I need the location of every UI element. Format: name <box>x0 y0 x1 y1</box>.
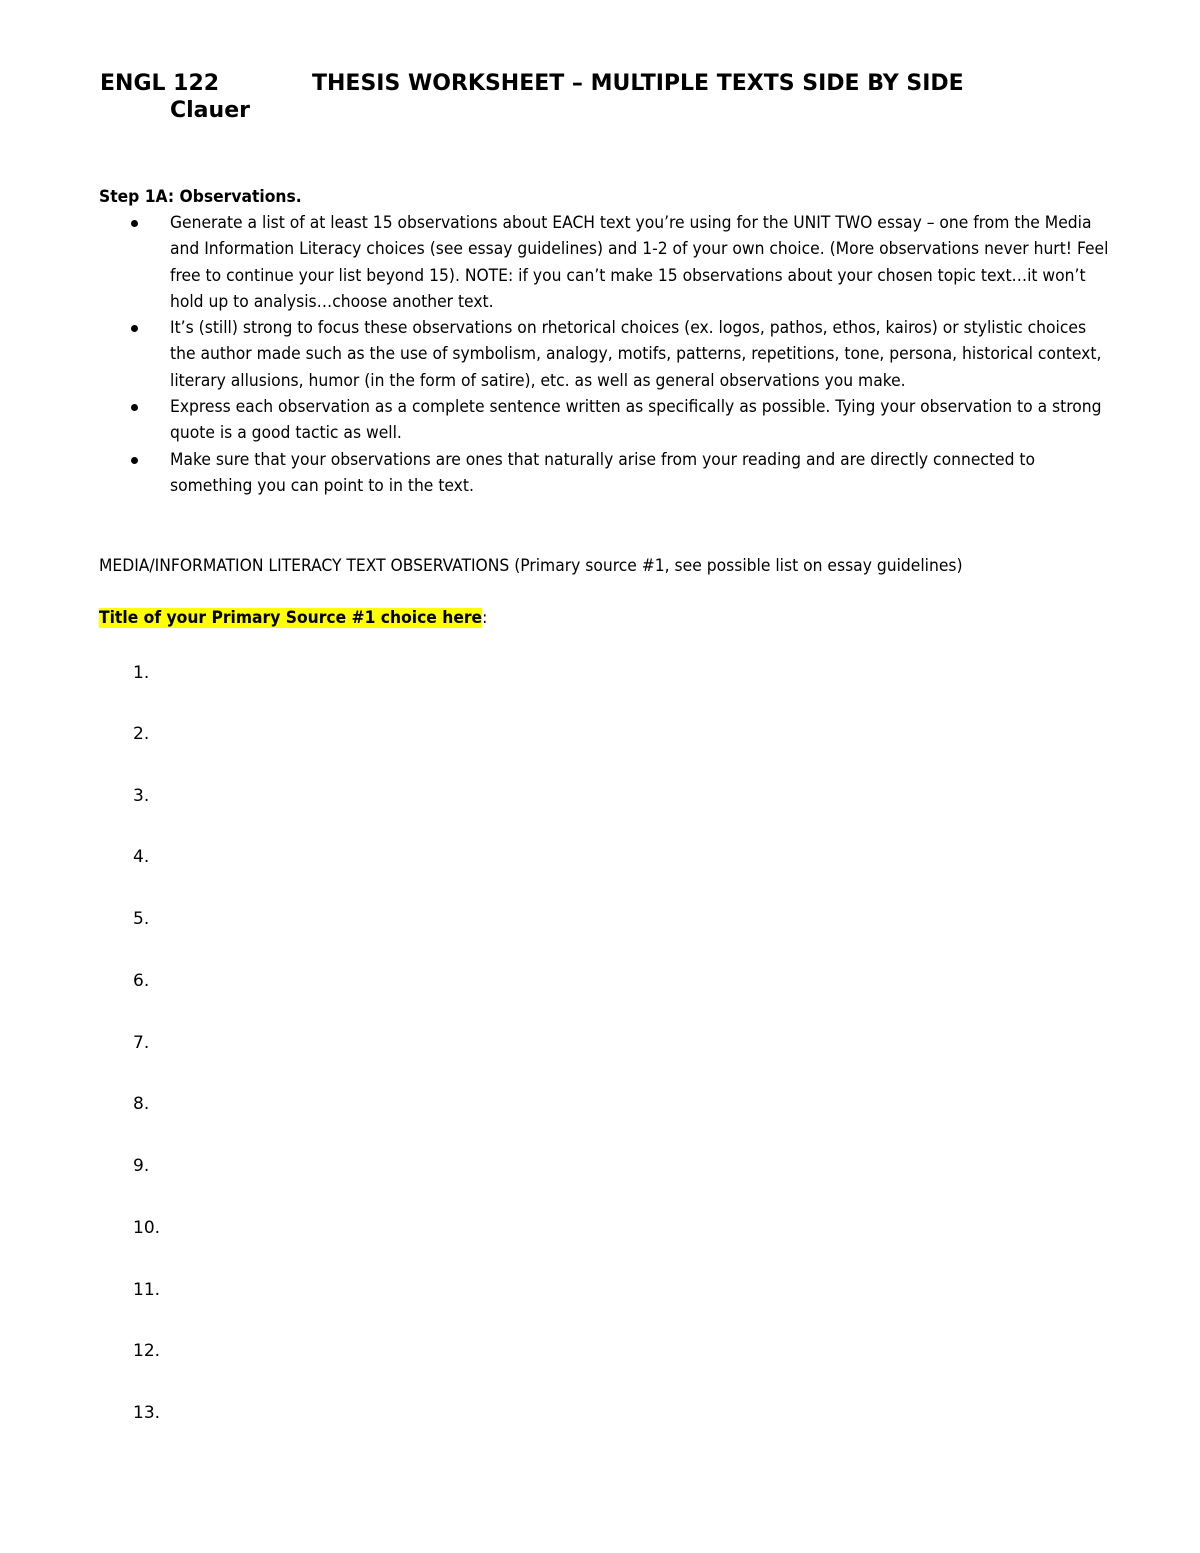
instruction-item <box>99 210 1109 315</box>
instruction-text: Make sure that your observations are ones that naturally arise from your reading and are directly connected to something you can point to in the text. <box>170 449 1036 496</box>
highlighted-prompt: Title of your Primary Source #1 choice here <box>99 608 483 628</box>
observation-number: 3. <box>133 786 150 806</box>
instruction-item <box>99 394 1109 447</box>
instruction-list <box>99 210 1109 499</box>
observation-number: 11. <box>133 1280 161 1300</box>
observation-number: 5. <box>133 909 150 929</box>
bullet-icon <box>131 457 138 464</box>
bullet-icon <box>131 220 138 227</box>
observation-number: 1. <box>133 663 150 683</box>
primary-source-title-prompt <box>99 605 487 631</box>
instructor-name: Clauer <box>170 98 250 123</box>
instruction-text: It’s (still) strong to focus these observations on rhetorical choices (ex. logos, pathos, ethos, kairos) or stylistic choices the author made such as the use of symbolism, analogy, motifs, patterns, repetitions, tone, persona, historical context, literary allusions, humor (in the form of satire), etc. as well as general observations you make. <box>170 318 1102 391</box>
observation-number: 9. <box>133 1156 150 1176</box>
observation-number: 13. <box>133 1403 161 1423</box>
step-heading: Step 1A: Observations. <box>99 187 302 207</box>
observation-number: 6. <box>133 971 150 991</box>
course-code: ENGL 122 <box>100 71 220 96</box>
observation-number: 10. <box>133 1218 161 1238</box>
observation-number: 12. <box>133 1341 161 1361</box>
prompt-colon: : <box>482 608 488 628</box>
bullet-icon <box>131 404 138 411</box>
bullet-icon <box>131 325 138 332</box>
observation-number: 8. <box>133 1094 150 1114</box>
worksheet-title: THESIS WORKSHEET – MULTIPLE TEXTS SIDE BY SIDE <box>312 71 964 96</box>
instruction-text: Express each observation as a complete sentence written as specifically as possible. Tying your observation to a strong quote is a good tactic as well. <box>170 397 1102 444</box>
instruction-text: Generate a list of at least 15 observations about EACH text you’re using for the UNIT TWO essay – one from the Media and Information Literacy choices (see essay guidelines) and 1-2 of your own choice. (More observations never hurt! Feel free to continue your list beyond 15). NOTE: if you can’t make 15 observations about your chosen topic text…it won’t hold up to analysis…choose another text. <box>170 213 1109 312</box>
instruction-item <box>99 315 1109 394</box>
observation-number: 7. <box>133 1033 150 1053</box>
observation-number: 4. <box>133 847 150 867</box>
media-literacy-heading: MEDIA/INFORMATION LITERACY TEXT OBSERVATIONS (Primary source #1, see possible list on essay guidelines) <box>99 556 963 576</box>
observation-number: 2. <box>133 724 150 744</box>
instruction-item <box>99 447 1109 500</box>
